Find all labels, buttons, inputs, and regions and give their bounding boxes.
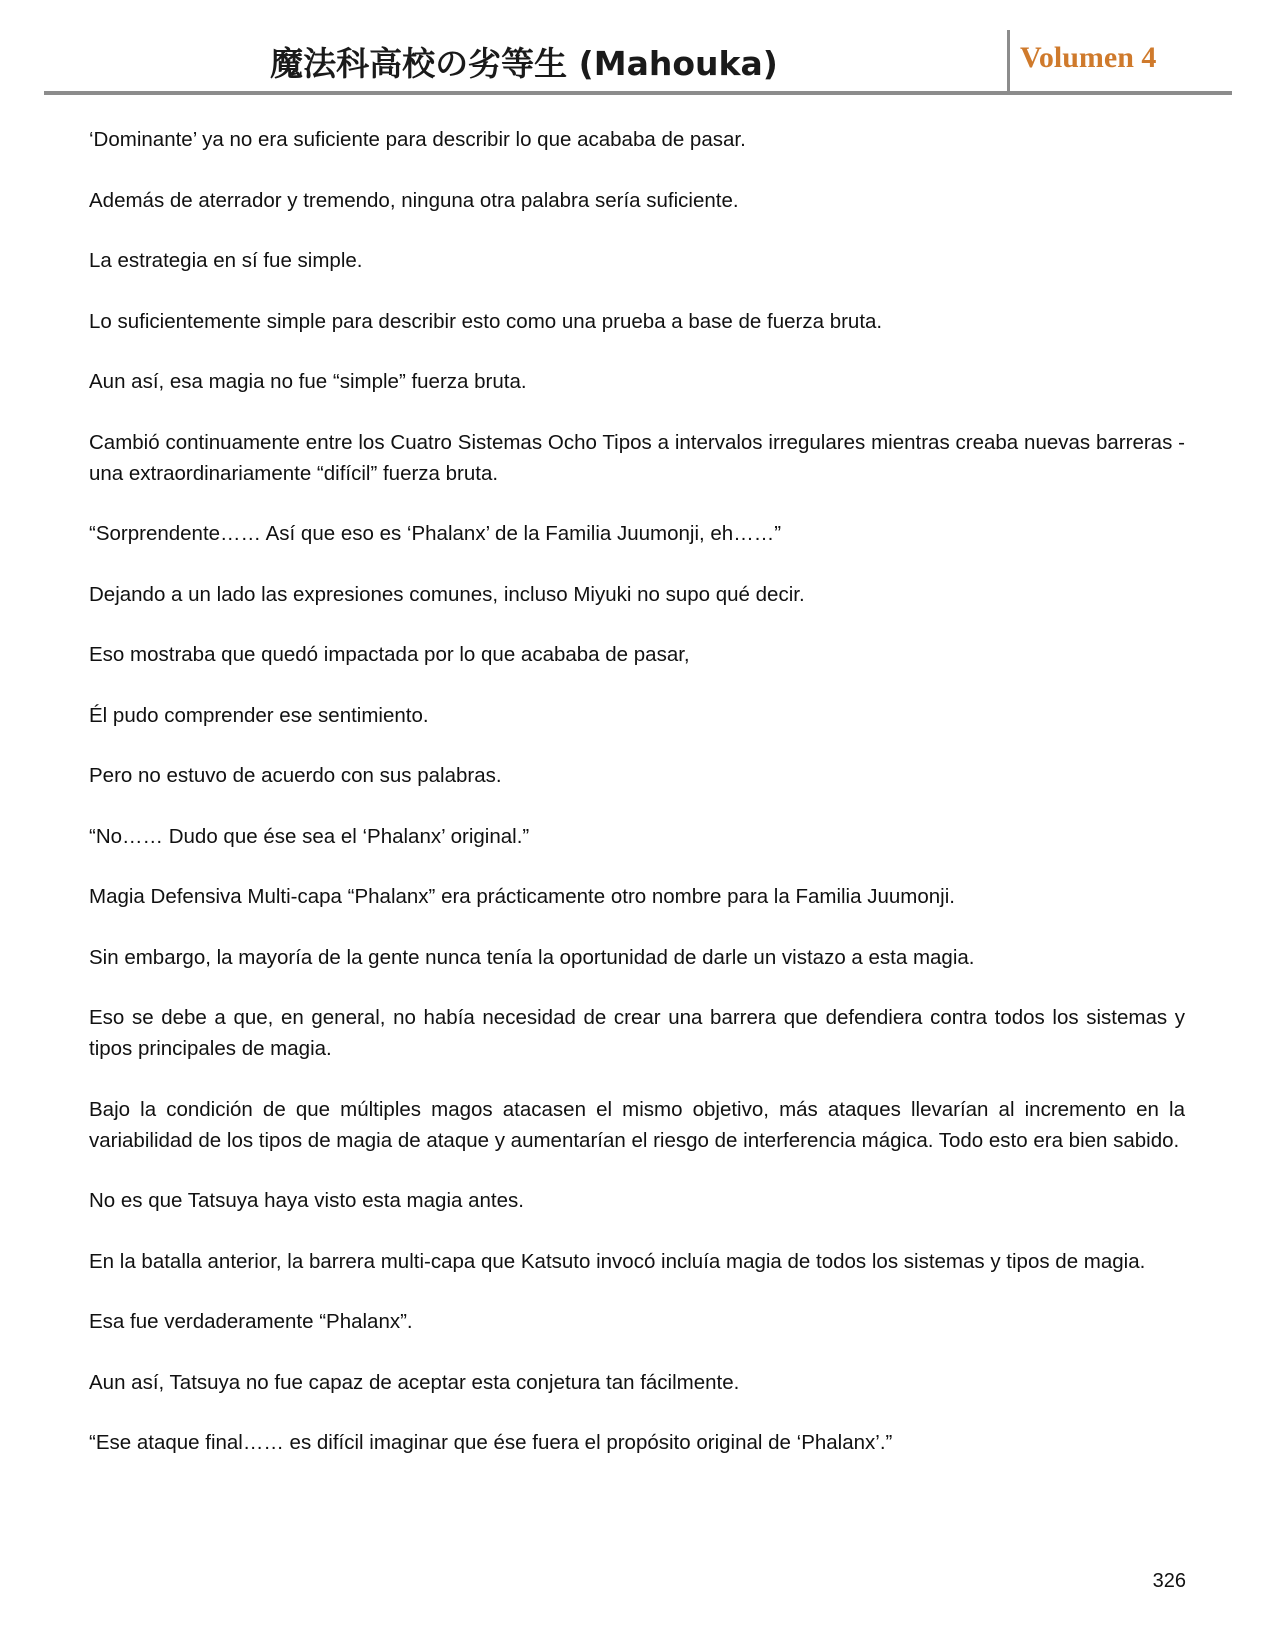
paragraph: Aun así, Tatsuya no fue capaz de aceptar esta conjetura tan fácilmente. [89,1370,740,1394]
paragraph: Eso se debe a que, en general, no había necesidad de crear una barrera que defendiera contra todos los sistemas y tipos principales de magia. [89,1006,1185,1060]
paragraph: Dejando a un lado las expresiones comunes, incluso Miyuki no supo qué decir. [89,582,805,606]
paragraph: Aun así, esa magia no fue “simple” fuerza bruta. [89,370,527,393]
paragraph: En la batalla anterior, la barrera multi-capa que Katsuto invocó incluía magia de todos los sistemas y tipos de magia. [89,1249,1146,1273]
volume-label: Volumen 4 [1020,41,1157,74]
paragraph: “No…… Dudo que ése sea el ‘Phalanx’ original.” [89,824,530,848]
paragraph: “Sorprendente…… Así que eso es ‘Phalanx’ de la Familia Juumonji, eh……” [89,522,782,545]
page-body [89,124,1185,1488]
paragraph: Además de aterrador y tremendo, ninguna otra palabra sería suficiente. [89,188,739,212]
page-number: 326 [1152,1570,1186,1592]
page-header [44,28,1232,94]
paragraph: No es que Tatsuya haya visto esta magia antes. [89,1189,524,1212]
paragraph: Magia Defensiva Multi-capa “Phalanx” era prácticamente otro nombre para la Familia Juumonji. [89,885,955,908]
paragraph: Pero no estuvo de acuerdo con sus palabras. [89,764,502,787]
paragraph: “Ese ataque final…… es difícil imaginar que ése fuera el propósito original de ‘Phalanx’.” [89,1431,893,1454]
paragraph: Sin embargo, la mayoría de la gente nunca tenía la oportunidad de darle un vistazo a esta magia. [89,945,975,969]
paragraph: Eso mostraba que quedó impactada por lo que acababa de pasar, [89,643,690,666]
paragraph: Cambió continuamente entre los Cuatro Sistemas Ocho Tipos a intervalos irregulares mientras creaba nuevas barreras -una extraordinariamente “difícil” fuerza bruta. [89,430,1185,485]
paragraph: Bajo la condición de que múltiples magos atacasen el mismo objetivo, más ataques llevarían al incremento en la variabilidad de los tipos de magia de ataque y aumentarían el riesgo de interferencia mágica. Todo esto era bien sabido. [89,1097,1185,1152]
paragraph: ‘Dominante’ ya no era suficiente para describir lo que acababa de pasar. [89,128,746,151]
paragraph: Esa fue verdaderamente “Phalanx”. [89,1310,413,1333]
paragraph: Lo suficientemente simple para describir esto como una prueba a base de fuerza bruta. [89,309,883,333]
header-rule [44,91,1232,95]
paragraph: La estrategia en sí fue simple. [89,249,363,272]
book-title: 魔法科高校の劣等生 (Mahouka) [270,44,778,83]
header-divider [1007,30,1010,92]
paragraph: Él pudo comprender ese sentimiento. [89,703,429,727]
